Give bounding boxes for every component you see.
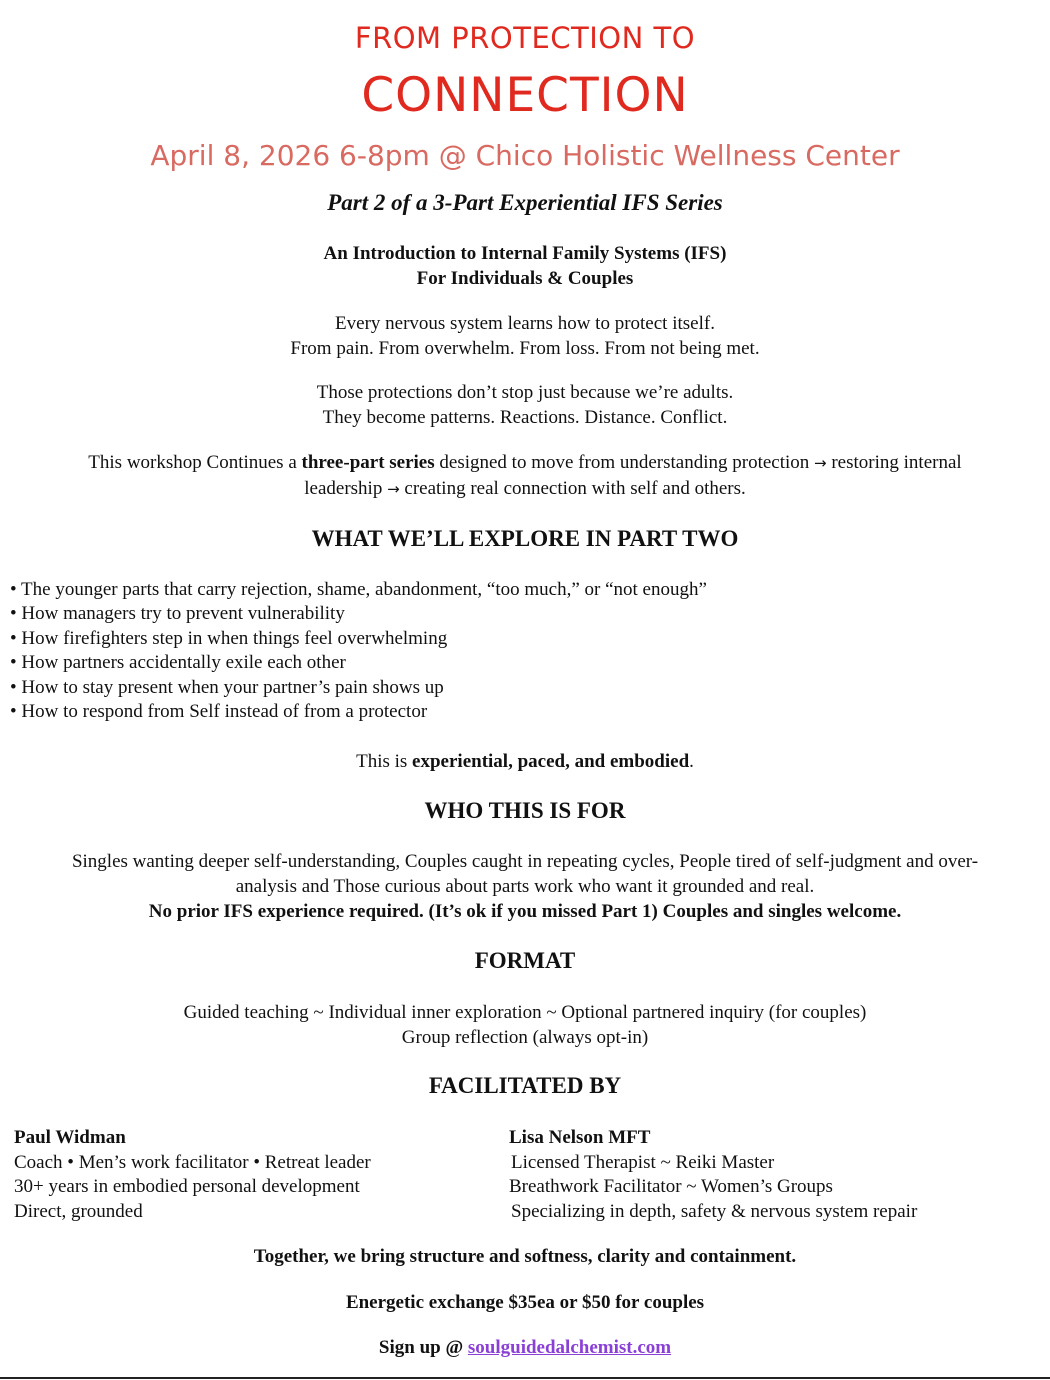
signup-link[interactable]: soulguidedalchemist.com xyxy=(467,1337,672,1358)
paragraph-1-line-1: Every nervous system learns how to protect itself. xyxy=(335,313,715,334)
facilitator-detail: Direct, grounded xyxy=(14,1200,143,1222)
facilitator-lisa xyxy=(509,1126,917,1224)
workshop-after-arrow-1: restoring internal xyxy=(826,452,962,473)
workshop-after-arrow-2: creating real connection with self and others. xyxy=(399,478,746,499)
workshop-middle: designed to move from understanding protection xyxy=(434,452,815,473)
who-line-2: analysis and Those curious about parts work who want it grounded and real. xyxy=(235,876,815,897)
workshop-description xyxy=(0,450,1050,502)
facilitator-detail: Coach • Men’s work facilitator • Retreat leader xyxy=(14,1151,371,1173)
title-line-2: CONNECTION xyxy=(361,68,689,123)
who-description xyxy=(0,849,1050,924)
series-subtitle: Part 2 of a 3-Part Experiential IFS Series xyxy=(327,190,723,215)
format-heading: FORMAT xyxy=(474,948,576,973)
experiential-note xyxy=(0,749,1050,774)
format-line-1: Guided teaching ~ Individual inner exploration ~ Optional partnered inquiry (for couples) xyxy=(183,1002,867,1023)
facilitator-name: Paul Widman xyxy=(14,1127,126,1148)
facilitated-heading: FACILITATED BY xyxy=(428,1073,622,1098)
paragraph-protection xyxy=(0,311,1050,361)
explore-list xyxy=(10,578,707,724)
facilitator-paul xyxy=(14,1126,371,1224)
workshop-bold: three-part series xyxy=(301,452,435,473)
workshop-line-2 xyxy=(0,476,1050,502)
intro-line-2: For Individuals & Couples xyxy=(416,268,634,289)
list-item: • How to stay present when your partner’s pain shows up xyxy=(10,676,444,698)
facilitator-detail: Specializing in depth, safety & nervous system repair xyxy=(511,1200,918,1222)
list-item: • How partners accidentally exile each other xyxy=(10,652,346,674)
who-line-3: No prior IFS experience required. (It’s ok if you missed Part 1) Couples and singles welcome. xyxy=(148,901,902,922)
paragraph-2-line-2: They become patterns. Reactions. Distance. Conflict. xyxy=(322,407,728,428)
list-item: • The younger parts that carry rejection, shame, abandonment, “too much,” or “not enough” xyxy=(10,579,707,600)
experiential-bold: experiential, paced, and embodied xyxy=(412,751,690,772)
who-line-1: Singles wanting deeper self-understanding, Couples caught in repeating cycles, People tired of self-judgment and over- xyxy=(71,851,979,872)
facilitator-detail: Breathwork Facilitator ~ Women’s Groups xyxy=(509,1176,833,1198)
workshop-prefix: This workshop Continues a xyxy=(88,452,302,473)
workshop-line-1 xyxy=(0,450,1050,476)
facilitator-detail: Licensed Therapist ~ Reiki Master xyxy=(511,1151,775,1173)
event-date-location: April 8, 2026 6-8pm @ Chico Holistic Wellness Center xyxy=(150,139,900,172)
paragraph-1-line-2: From pain. From overwhelm. From loss. From not being met. xyxy=(290,338,760,359)
experiential-suffix: . xyxy=(689,751,694,772)
facilitator-name: Lisa Nelson MFT xyxy=(509,1127,651,1148)
paragraph-adults xyxy=(0,380,1050,430)
list-item: • How to respond from Self instead of from a protector xyxy=(10,701,428,723)
arrow-right-icon: → xyxy=(387,480,400,498)
intro-block xyxy=(0,241,1050,291)
explore-heading: WHAT WE’LL EXPLORE IN PART TWO xyxy=(311,526,739,551)
signup-prefix: Sign up @ xyxy=(378,1337,468,1358)
experiential-prefix: This is xyxy=(356,751,413,772)
energetic-exchange: Energetic exchange $35ea or $50 for couples xyxy=(345,1292,705,1313)
paragraph-2-line-1: Those protections don’t stop just because we’re adults. xyxy=(316,382,734,403)
bottom-divider xyxy=(0,1377,1050,1379)
together-statement: Together, we bring structure and softness, clarity and containment. xyxy=(253,1246,797,1267)
signup-line xyxy=(0,1335,1050,1360)
facilitator-detail: 30+ years in embodied personal development xyxy=(14,1176,360,1198)
list-item: • How managers try to prevent vulnerability xyxy=(10,603,345,625)
who-heading: WHO THIS IS FOR xyxy=(424,798,626,823)
intro-line-1: An Introduction to Internal Family Systems (IFS) xyxy=(323,243,727,264)
title-line-1: FROM PROTECTION TO xyxy=(354,21,696,55)
arrow-right-icon: → xyxy=(814,454,827,472)
list-item: • How firefighters step in when things feel overwhelming xyxy=(10,627,448,649)
format-line-2: Group reflection (always opt-in) xyxy=(401,1027,649,1048)
format-description xyxy=(0,1000,1050,1050)
workshop-line-2-start: leadership xyxy=(304,478,388,499)
